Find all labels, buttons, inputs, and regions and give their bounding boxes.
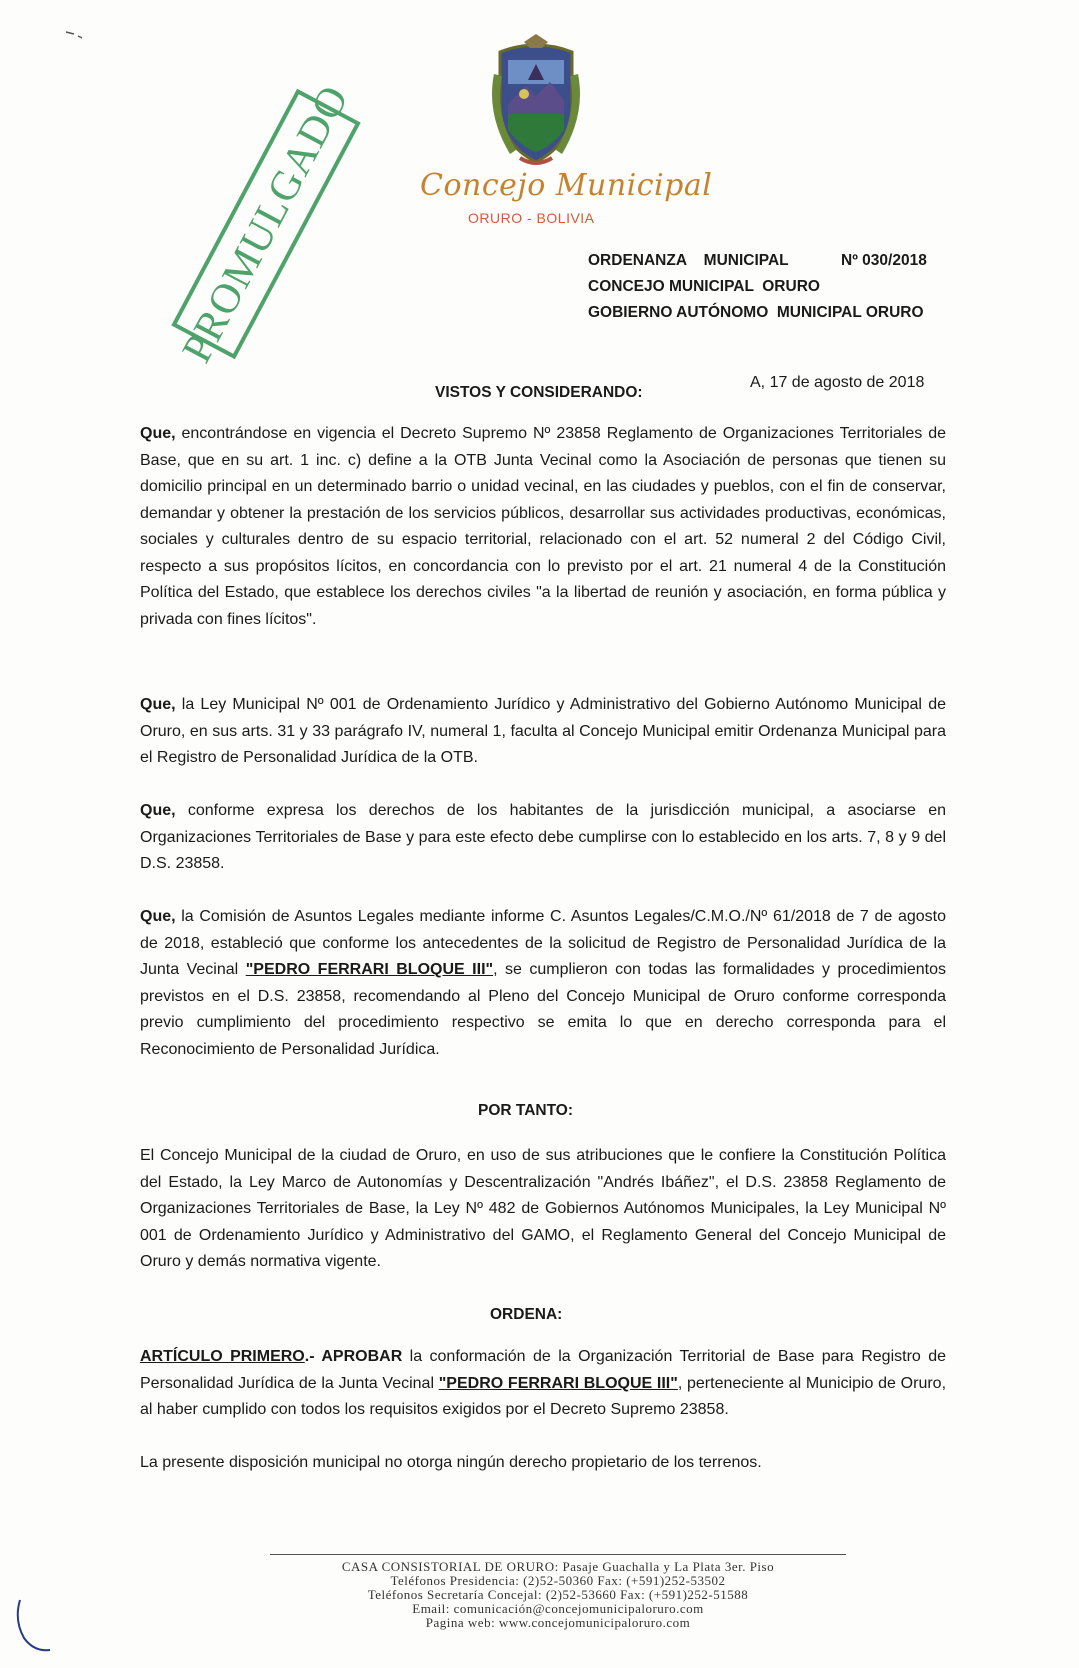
footer-phone-secretary: Teléfonos Secretaría Concejal: (2)52-53660 Fax: (+591)252-51588 [367,1587,749,1602]
footer-website: Pagina web: www.concejomunicipaloruro.com [425,1615,691,1630]
articulo-text: , perteneciente al Municipio de Oruro, al haber cumplido con todos los requisitos exigidos por el Decreto Supremo 23858. [140,1374,947,1418]
considerando-text: conforme expresa los derechos de los habitantes de la jurisdicción municipal, a asociarse en Organizaciones Territoriales de Base y para este efecto debe cumplirse con lo establecido en los arts. 7, 8 y 9 del D.S. 23858. [140,802,946,872]
considerando-paragraph [140,421,946,633]
ordinance-number: Nº 030/2018 [841,252,927,269]
considerando-text: encontrándose en vigencia el Decreto Supremo Nº 23858 Reglamento de Organizaciones Territoriales de Base, que en su art. 1 inc. c) define a la OTB Junta Vecinal como la Asociación de personas que tienen su domicilio principal en un determinado barrio o unidad vecinal, en las ciudades y pueblos, con el fin de conservar, demandar y obtener la prestación de los servicios públicos, desarrollar sus actividades productivas, económicas, sociales y culturales dentro de su espacio territorial, relacionado con el art. 52 numeral 2 del Código Civil, respecto a sus propósitos lícitos, en concordancia con lo previsto por el art. 21 numeral 4 de la Constitución Política del Estado, que establece los derechos civiles "a la libertad de reunión y asociación, en forma pública y privada con fines lícitos". [140,425,946,628]
articulo-verb: APROBAR [321,1348,403,1365]
heading-vistos: VISTOS Y CONSIDERANDO: [435,384,643,401]
heading-por-tanto: POR TANTO: [478,1102,574,1119]
council-name: Concejo Municipal [420,168,713,203]
considerando-paragraph [140,692,946,772]
ordinance-reference [588,252,988,270]
closing-paragraph: La presente disposición municipal no otorga ningún derecho propietario de los terrenos. [140,1454,762,1471]
council-reference: CONCEJO MUNICIPAL ORURO [588,278,820,295]
por-tanto-paragraph: El Concejo Municipal de la ciudad de Oruro, en uso de sus atribuciones que le confiere la Constitución Política del Estado, la Ley Marco de Autonomías y Descentralización "Andrés Ibáñez", el D.S. 23858 Reglamento de Organizaciones Territoriales de Base, la Ley Nº 482 de Gobiernos Autónomos Municipales, la Ley Municipal Nº 001 de Ordenamiento Jurídico y Administrativo del GAMO, el Reglamento General del Concejo Municipal de Oruro y demás normativa vigente. [140,1147,946,1270]
footer-address: CASA CONSISTORIAL DE ORURO: Pasaje Guachalla y La Plata 3er. Piso [341,1559,775,1574]
articulo-text: la conformación de la Organización Territorial de Base para Registro de Personalidad Jurídica de la Junta Vecinal [140,1348,947,1392]
council-place: ORURO - BOLIVIA [468,210,595,226]
considerando-lead: Que, [140,696,176,713]
considerando-paragraph [140,798,946,878]
coat-of-arms-emblem [480,34,592,172]
junta-vecinal-name: "PEDRO FERRARI BLOQUE III" [245,961,494,978]
heading-ordena: ORDENA: [490,1306,563,1323]
junta-vecinal-name: "PEDRO FERRARI BLOQUE III" [438,1374,678,1392]
government-reference: GOBIERNO AUTÓNOMO MUNICIPAL ORURO [588,304,924,321]
considerando-paragraph [140,904,946,1063]
promulgado-stamp: PROMULGADO [171,89,360,359]
footer-contact [250,1560,866,1630]
footer-email: Email: comunicación@concejomunicipaloruro.com [412,1601,704,1616]
footer-divider [270,1554,846,1555]
ordinance-title: ORDENANZA MUNICIPAL [588,252,789,269]
scan-speck [60,24,100,64]
considerando-lead: Que, [140,425,176,442]
considerando-lead: Que, [140,802,176,819]
considerando-lead: Que, [140,908,176,925]
footer-phone-presidency: Teléfonos Presidencia: (2)52-50360 Fax: (+591)252-53502 [390,1573,726,1588]
considerando-text: la Ley Municipal Nº 001 de Ordenamiento Jurídico y Administrativo del Gobierno Autónomo Municipal de Oruro, en sus arts. 31 y 33 parágrafo IV, numeral 1, faculta al Concejo Municipal emitir Ordenanza Municipal para el Registro de Personalidad Jurídica de la OTB. [140,696,946,766]
document-date: A, 17 de agosto de 2018 [750,374,925,391]
considerando-text: , se cumplieron con todas las formalidades y procedimientos previstos en el D.S. 23858, recomendando al Pleno del Concejo Municipal de Oruro conforme corresponda previo cumplimiento del procedimiento respectivo se emita lo que en derecho corresponda para el Reconocimiento de Personalidad Jurídica. [140,961,947,1058]
articulo-label: ARTÍCULO PRIMERO [140,1348,305,1365]
articulo-primero-paragraph [140,1344,946,1424]
articulo-separator: .- [304,1348,322,1365]
pen-mark [10,1590,90,1660]
considerando-text: la Comisión de Asuntos Legales mediante informe C. Asuntos Legales/C.M.O./Nº 61/2018 de 7 de agosto de 2018, estableció que conforme los antecedentes de la solicitud de Registro de Personalidad Jurídica de la Junta Vecinal [140,908,946,978]
